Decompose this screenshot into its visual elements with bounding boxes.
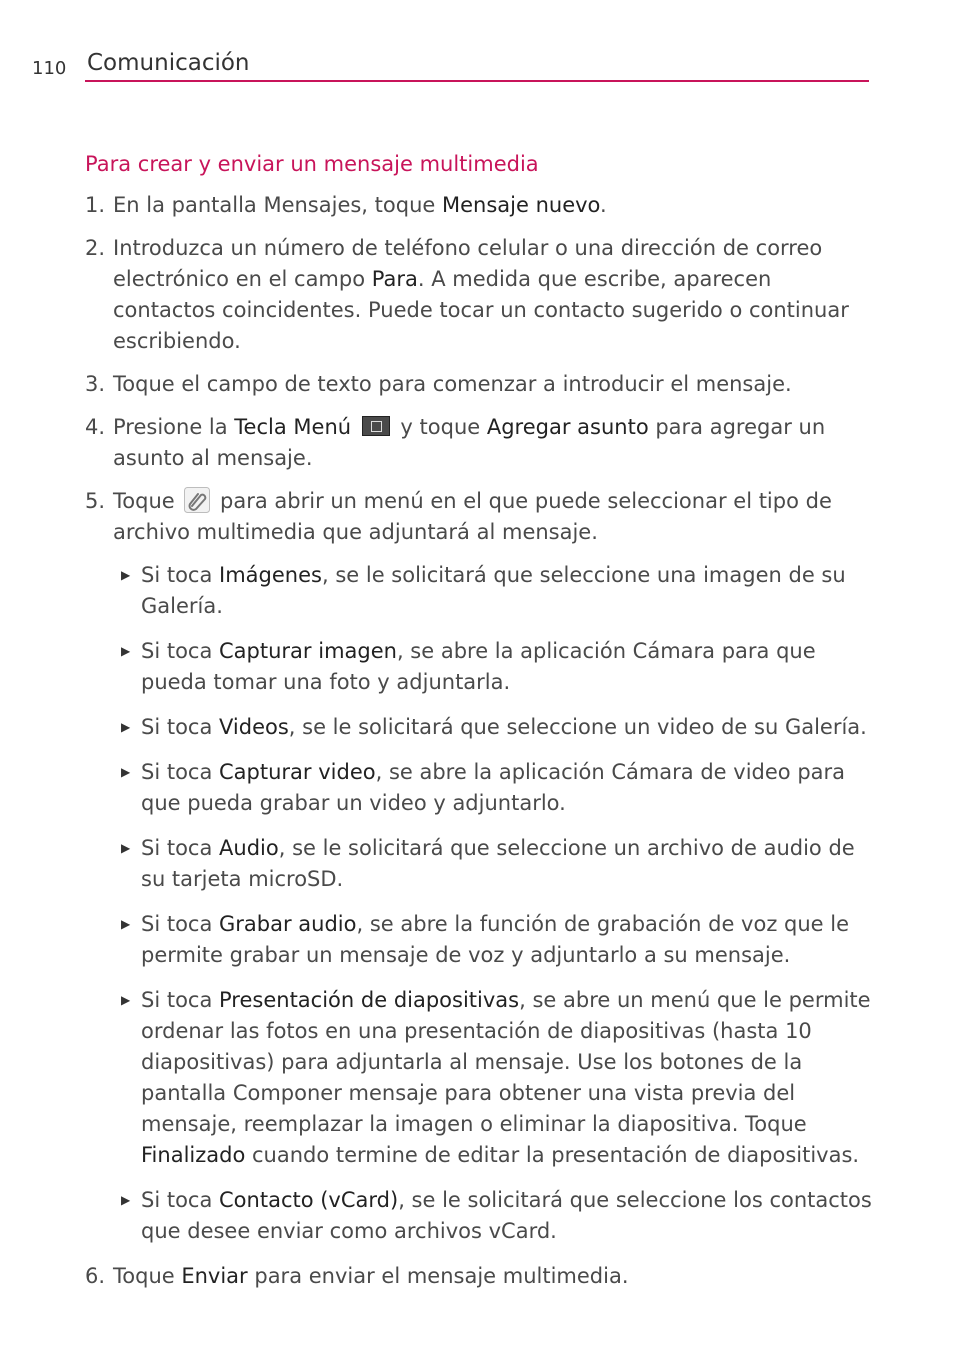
triangle-right-icon: ▶ bbox=[121, 917, 131, 931]
page-number: 110 bbox=[32, 58, 67, 79]
step-text: Presione la Tecla Menú y toque Agregar asunto para agregar un asunto al mensaje. bbox=[113, 415, 826, 470]
triangle-right-icon: ▶ bbox=[121, 765, 131, 779]
header-divider bbox=[85, 80, 869, 82]
step-number: 5. bbox=[85, 489, 106, 513]
instructions bbox=[85, 190, 875, 1304]
step-text: Toque para abrir un menú en el que puede seleccionar el tipo de archivo multimedia que adjuntará al mensaje. bbox=[113, 489, 832, 544]
ui-term: Finalizado bbox=[141, 1143, 246, 1167]
triangle-right-icon: ▶ bbox=[121, 720, 131, 734]
step-3 bbox=[85, 369, 875, 400]
step-4 bbox=[85, 412, 875, 474]
ui-term: Videos bbox=[219, 715, 289, 739]
step-1 bbox=[85, 190, 875, 221]
step-text: Toque Enviar para enviar el mensaje multimedia. bbox=[113, 1264, 629, 1288]
list-item: ▶ Si toca Capturar video, se abre la aplicación Cámara de video para que pueda grabar un video y adjuntarlo. bbox=[121, 757, 875, 819]
paperclip-icon bbox=[184, 487, 210, 513]
step-number: 1. bbox=[85, 193, 106, 217]
step-6 bbox=[85, 1261, 875, 1292]
step-text: Toque el campo de texto para comenzar a introducir el mensaje. bbox=[113, 372, 792, 396]
step-text: Introduzca un número de teléfono celular o una dirección de correo electrónico en el campo Para. A medida que escribe, aparecen contactos coincidentes. Puede tocar un contacto sugerido o continuar escribiendo. bbox=[113, 236, 849, 353]
step-number: 2. bbox=[85, 236, 106, 260]
triangle-right-icon: ▶ bbox=[121, 568, 131, 582]
ui-term: Grabar audio bbox=[219, 912, 357, 936]
list-item: ▶ Si toca Grabar audio, se abre la función de grabación de voz que le permite grabar un mensaje de voz y adjuntarlo a su mensaje. bbox=[121, 909, 875, 971]
triangle-right-icon: ▶ bbox=[121, 1193, 131, 1207]
ui-term: Para bbox=[371, 267, 418, 291]
list-item: ▶ Si toca Videos, se le solicitará que seleccione un video de su Galería. bbox=[121, 712, 875, 743]
list-item: ▶ Si toca Capturar imagen, se abre la aplicación Cámara para que pueda tomar una foto y adjuntarla. bbox=[121, 636, 875, 698]
ui-term: Capturar imagen bbox=[219, 639, 397, 663]
ui-term: Agregar asunto bbox=[486, 415, 649, 439]
list-item: ▶ Si toca Audio, se le solicitará que seleccione un archivo de audio de su tarjeta microSD. bbox=[121, 833, 875, 895]
step-5 bbox=[85, 486, 875, 548]
list-item: ▶ Si toca Presentación de diapositivas, se abre un menú que le permite ordenar las fotos en una presentación de diapositivas (hasta 10 diapositivas) para adjuntarla al mensaje. Use los botones de la pantalla Componer mensaje para obtener una vista previa del mensaje, reemplazar la imagen o eliminar la diapositiva. Toque Finalizado cuando termine de editar la presentación de diapositivas. bbox=[121, 985, 875, 1171]
ui-term: Mensaje nuevo bbox=[441, 193, 601, 217]
ui-term: Audio bbox=[219, 836, 279, 860]
step-number: 4. bbox=[85, 415, 106, 439]
list-item: ▶ Si toca Contacto (vCard), se le solicitará que seleccione los contactos que desee enviar como archivos vCard. bbox=[121, 1185, 875, 1247]
triangle-right-icon: ▶ bbox=[121, 644, 131, 658]
step-number: 3. bbox=[85, 372, 106, 396]
triangle-right-icon: ▶ bbox=[121, 841, 131, 855]
ui-term: Imágenes bbox=[219, 563, 322, 587]
ui-term: Contacto (vCard) bbox=[219, 1188, 399, 1212]
ui-term: Enviar bbox=[181, 1264, 248, 1288]
ui-term: Presentación de diapositivas bbox=[219, 988, 520, 1012]
ui-term: Capturar video bbox=[219, 760, 376, 784]
step-number: 6. bbox=[85, 1264, 106, 1288]
chapter-title: Comunicación bbox=[87, 50, 250, 76]
menu-key-icon bbox=[362, 416, 390, 436]
ui-term: Tecla Menú bbox=[234, 415, 352, 439]
step-text: En la pantalla Mensajes, toque Mensaje nuevo. bbox=[113, 193, 607, 217]
section-heading: Para crear y enviar un mensaje multimedia bbox=[85, 152, 539, 176]
list-item: ▶ Si toca Imágenes, se le solicitará que seleccione una imagen de su Galería. bbox=[121, 560, 875, 622]
triangle-right-icon: ▶ bbox=[121, 993, 131, 1007]
step-2 bbox=[85, 233, 875, 357]
